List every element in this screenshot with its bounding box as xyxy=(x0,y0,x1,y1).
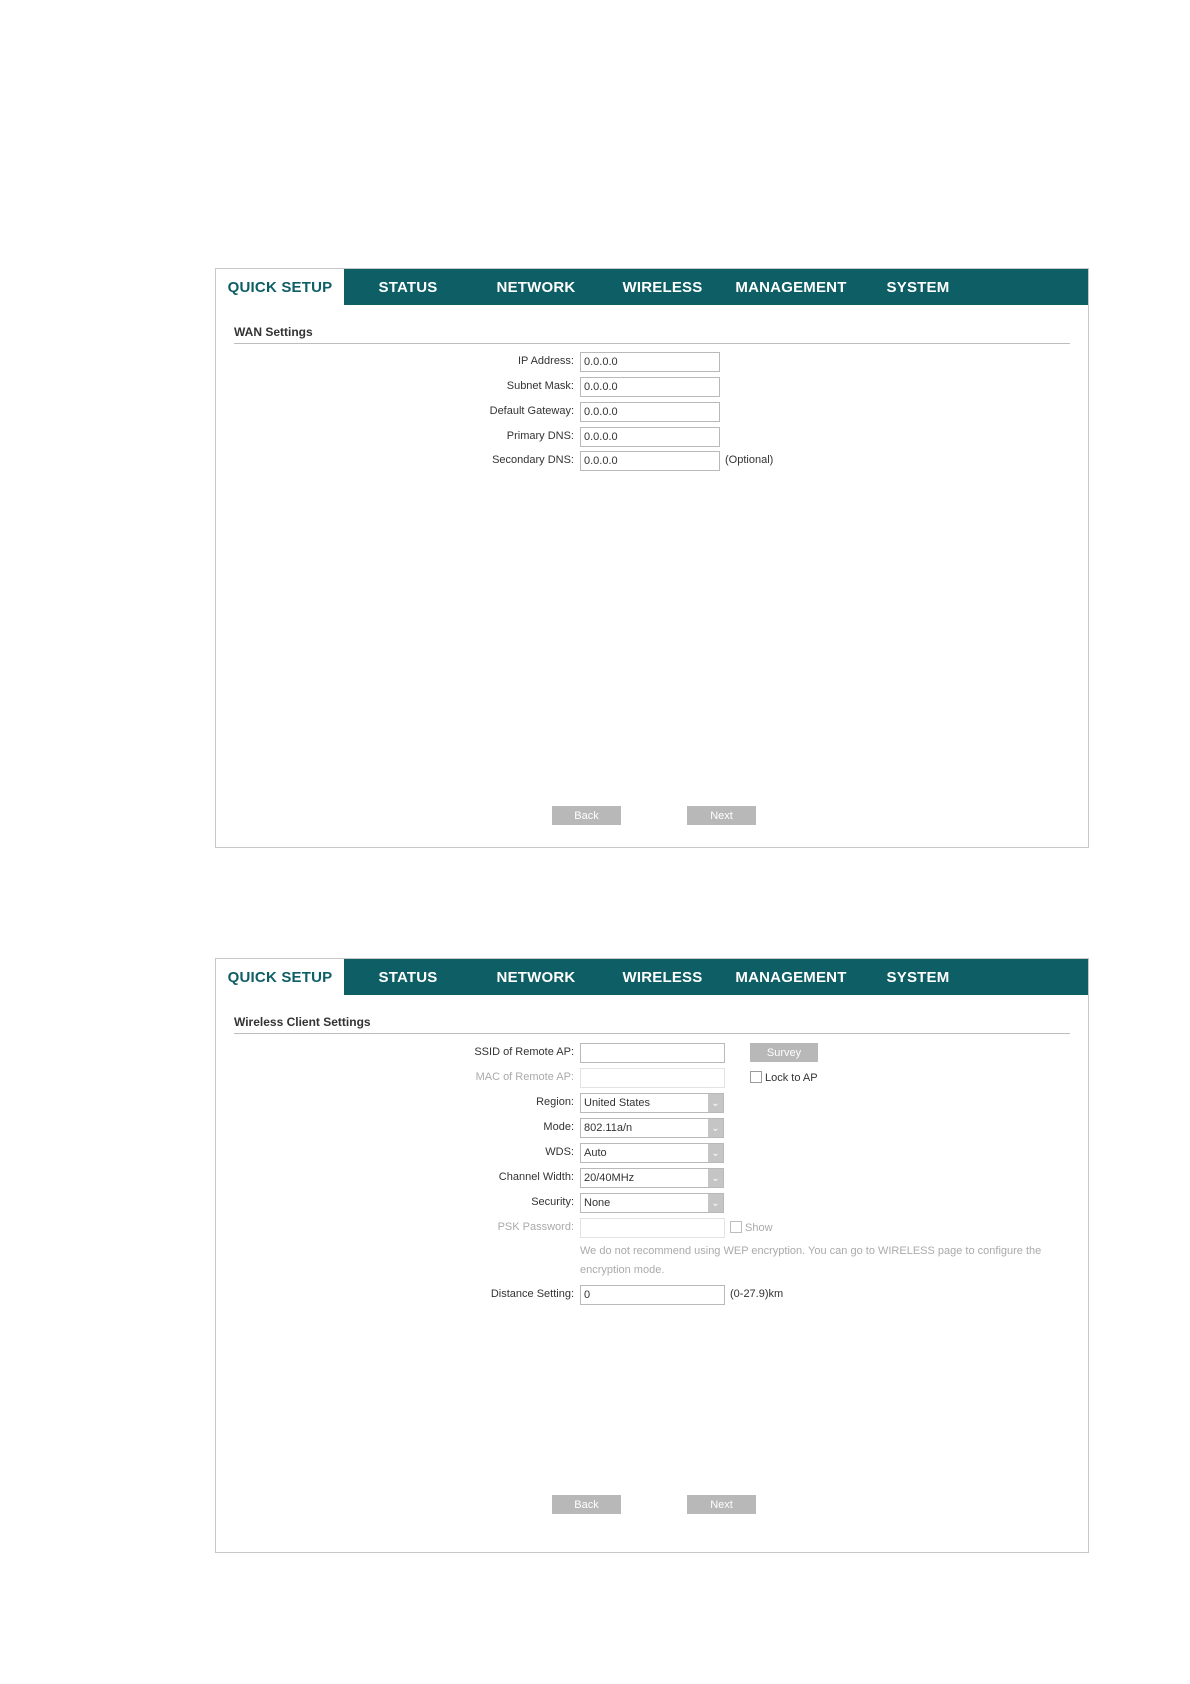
lock-to-ap-option[interactable] xyxy=(750,1071,818,1084)
chevron-down-icon: ⌄ xyxy=(708,1194,723,1212)
wan-settings-panel xyxy=(215,268,1089,848)
next-button[interactable]: Next xyxy=(687,1495,756,1514)
chevron-down-icon: ⌄ xyxy=(708,1169,723,1187)
region-row xyxy=(216,1093,1088,1113)
secondary-dns-row xyxy=(216,451,1088,471)
subnet-mask-input[interactable] xyxy=(580,377,720,397)
chevron-down-icon: ⌄ xyxy=(708,1094,723,1112)
back-button[interactable]: Back xyxy=(552,1495,621,1514)
tab-wireless[interactable]: WIRELESS xyxy=(622,278,703,296)
default-gateway-row xyxy=(216,402,1088,422)
mode-value: 802.11a/n xyxy=(584,1122,633,1134)
lock-to-ap-label: Lock to AP xyxy=(765,1072,818,1084)
primary-dns-row xyxy=(216,427,1088,447)
chevron-down-icon: ⌄ xyxy=(708,1144,723,1162)
back-button[interactable]: Back xyxy=(552,806,621,825)
primary-dns-input[interactable] xyxy=(580,427,720,447)
psk-password-input[interactable] xyxy=(580,1218,725,1238)
tab-wireless[interactable]: WIRELESS xyxy=(622,968,703,986)
tab-status[interactable]: STATUS xyxy=(378,968,438,986)
lock-to-ap-checkbox[interactable] xyxy=(750,1071,762,1083)
distance-setting-row xyxy=(216,1285,1088,1305)
ssid-input[interactable] xyxy=(580,1043,725,1063)
tab-network[interactable]: NETWORK xyxy=(496,278,576,296)
primary-dns-label: Primary DNS: xyxy=(506,430,574,442)
channel-width-select[interactable] xyxy=(580,1168,724,1188)
main-nav xyxy=(216,269,1088,305)
tab-network[interactable]: NETWORK xyxy=(496,968,576,986)
tab-system[interactable]: SYSTEM xyxy=(886,968,950,986)
section-title: WAN Settings xyxy=(234,325,313,339)
section-title: Wireless Client Settings xyxy=(234,1015,371,1029)
tab-status[interactable]: STATUS xyxy=(378,278,438,296)
section-divider xyxy=(234,1033,1070,1034)
wds-label: WDS: xyxy=(545,1146,574,1158)
tab-quick-setup[interactable]: QUICK SETUP xyxy=(216,269,344,305)
tab-system[interactable]: SYSTEM xyxy=(886,278,950,296)
channel-width-value: 20/40MHz xyxy=(584,1172,635,1184)
wds-select[interactable] xyxy=(580,1143,724,1163)
distance-setting-label: Distance Setting: xyxy=(490,1288,574,1300)
ssid-row xyxy=(216,1043,1088,1063)
region-select[interactable] xyxy=(580,1093,724,1113)
security-select[interactable] xyxy=(580,1193,724,1213)
default-gateway-input[interactable] xyxy=(580,402,720,422)
secondary-dns-input[interactable] xyxy=(580,451,720,471)
distance-range-hint: (0-27.9)km xyxy=(730,1288,784,1300)
ip-address-row xyxy=(216,352,1088,372)
security-label: Security: xyxy=(531,1196,574,1208)
show-password-option[interactable] xyxy=(730,1221,773,1234)
mac-row xyxy=(216,1068,1088,1088)
survey-button[interactable]: Survey xyxy=(750,1043,818,1062)
section-divider xyxy=(234,343,1070,344)
mode-label: Mode: xyxy=(543,1121,574,1133)
mode-row xyxy=(216,1118,1088,1138)
optional-hint: (Optional) xyxy=(725,454,774,466)
secondary-dns-label: Secondary DNS: xyxy=(492,454,574,466)
psk-password-row xyxy=(216,1218,1088,1238)
psk-password-label: PSK Password: xyxy=(497,1221,574,1233)
tab-quick-setup[interactable]: QUICK SETUP xyxy=(216,959,344,995)
ip-address-input[interactable] xyxy=(580,352,720,372)
show-password-checkbox[interactable] xyxy=(730,1221,742,1233)
main-nav xyxy=(216,959,1088,995)
subnet-mask-label: Subnet Mask: xyxy=(506,380,574,392)
mac-label: MAC of Remote AP: xyxy=(475,1071,574,1083)
channel-width-label: Channel Width: xyxy=(498,1171,574,1183)
show-password-label: Show xyxy=(745,1222,773,1234)
region-value: United States xyxy=(584,1097,651,1109)
tab-management[interactable]: MANAGEMENT xyxy=(735,278,847,296)
next-button[interactable]: Next xyxy=(687,806,756,825)
default-gateway-label: Default Gateway: xyxy=(489,405,574,417)
security-row xyxy=(216,1193,1088,1213)
ip-address-label: IP Address: xyxy=(517,355,574,367)
distance-setting-input[interactable] xyxy=(580,1285,725,1305)
wds-row xyxy=(216,1143,1088,1163)
wds-value: Auto xyxy=(584,1147,607,1159)
wep-warning-note: We do not recommend using WEP encryption. You can go to WIRELESS page to configure the encryption mode. xyxy=(580,1245,1042,1276)
subnet-mask-row xyxy=(216,377,1088,397)
ssid-label: SSID of Remote AP: xyxy=(474,1046,574,1058)
mode-select[interactable] xyxy=(580,1118,724,1138)
wireless-client-settings-panel xyxy=(215,958,1089,1553)
security-value: None xyxy=(584,1197,611,1209)
mac-input[interactable] xyxy=(580,1068,725,1088)
chevron-down-icon: ⌄ xyxy=(708,1119,723,1137)
tab-management[interactable]: MANAGEMENT xyxy=(735,968,847,986)
region-label: Region: xyxy=(536,1096,574,1108)
channel-width-row xyxy=(216,1168,1088,1188)
